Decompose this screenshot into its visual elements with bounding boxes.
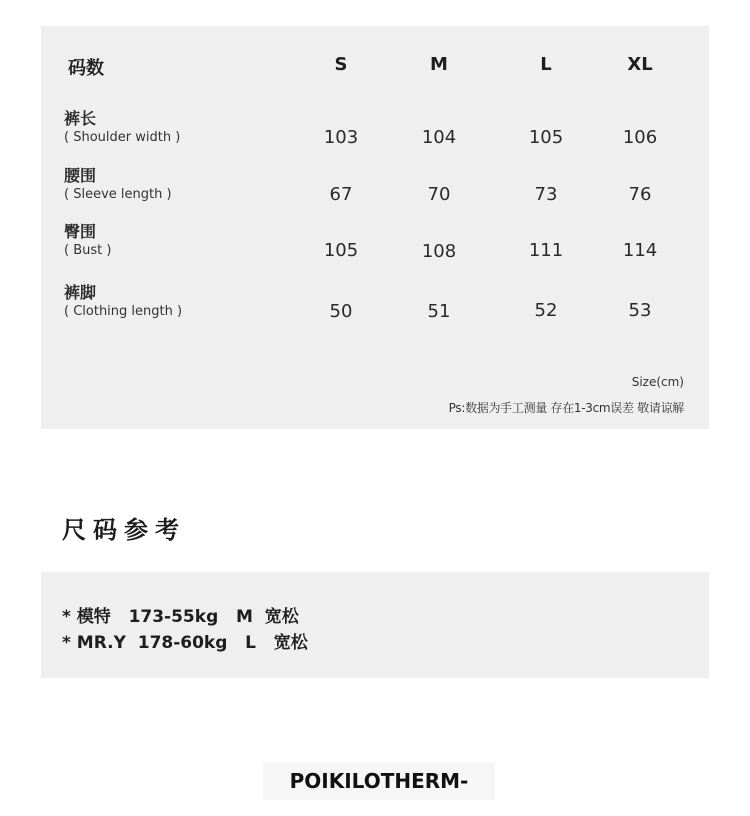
brand-logo — [263, 762, 495, 800]
table-cell: 106 — [622, 127, 658, 148]
unit-note: Size(cm) — [631, 375, 684, 389]
size-header-l: L — [540, 54, 552, 75]
row-label-hip — [64, 222, 111, 260]
table-cell: 52 — [534, 300, 558, 321]
brand-logo-text: POIKILOTHERM- — [289, 769, 469, 793]
row-label-en: ( Bust ) — [64, 243, 112, 258]
size-reference-title: 尺码参考 — [62, 516, 186, 544]
model-reference-line: * 模特 173-55kg M 宽松 — [62, 607, 299, 627]
table-cell: 73 — [534, 184, 558, 205]
table-cell: 103 — [323, 127, 359, 148]
table-cell: 105 — [323, 240, 359, 261]
table-cell: 76 — [628, 184, 652, 205]
size-header-label: 码数 — [68, 58, 104, 79]
row-label-waist — [64, 166, 172, 204]
size-header-s: S — [334, 54, 348, 75]
table-cell: 70 — [427, 184, 451, 205]
size-header-xl: XL — [627, 54, 653, 75]
table-cell: 105 — [528, 127, 564, 148]
row-label-zh: 裤长 — [64, 109, 97, 128]
row-label-en: ( Shoulder width ) — [64, 130, 181, 145]
table-cell: 104 — [421, 127, 457, 148]
row-label-hem — [64, 283, 182, 321]
row-label-en: ( Sleeve length ) — [64, 187, 172, 202]
size-table-panel — [41, 26, 709, 429]
size-header-m: M — [430, 54, 448, 75]
table-cell: 108 — [421, 241, 457, 262]
table-cell: 50 — [329, 301, 353, 322]
row-label-zh: 腰围 — [64, 166, 97, 185]
table-cell: 53 — [628, 300, 652, 321]
model-reference-line: * MR.Y 178-60kg L 宽松 — [62, 633, 308, 653]
table-cell: 51 — [427, 301, 451, 322]
row-label-en: ( Clothing length ) — [64, 304, 183, 319]
row-label-zh: 臀围 — [64, 222, 97, 241]
table-cell: 114 — [622, 240, 658, 261]
row-label-length — [64, 109, 180, 147]
table-cell: 67 — [329, 184, 353, 205]
measurement-disclaimer: Ps:数据为手工测量 存在1-3cm误差 敬请谅解 — [448, 401, 684, 415]
table-cell: 111 — [528, 240, 564, 261]
row-label-zh: 裤脚 — [64, 283, 97, 302]
